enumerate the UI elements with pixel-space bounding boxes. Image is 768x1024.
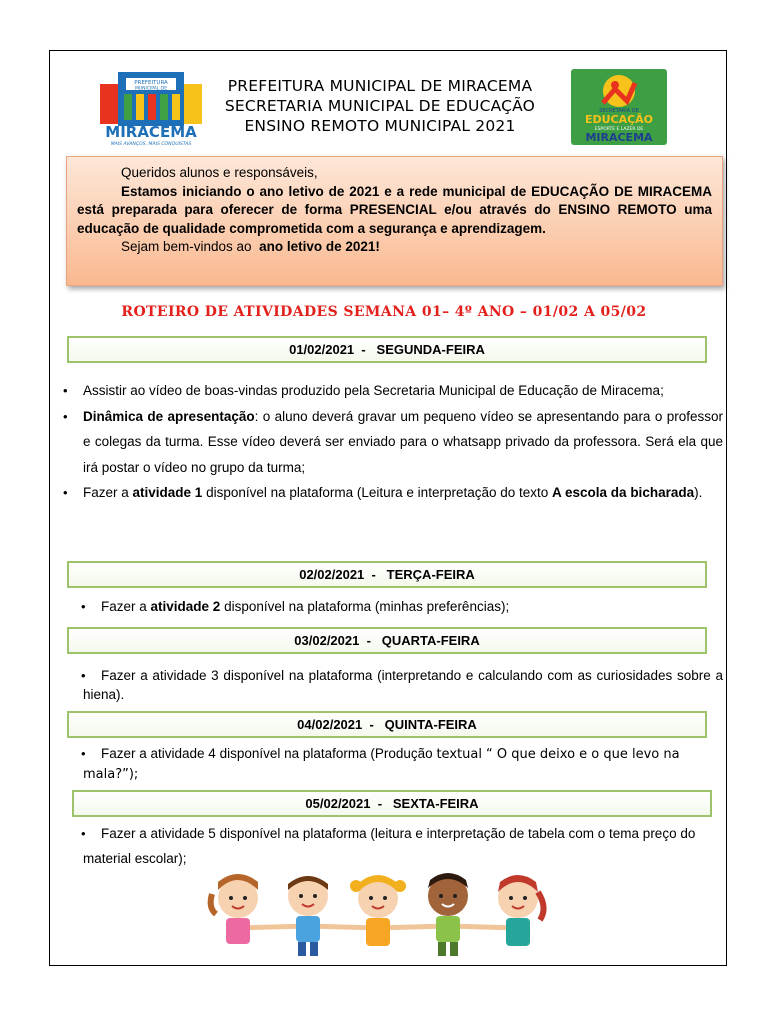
header-titles (200, 76, 560, 136)
item-text: disponível na plataforma (minhas preferências); (220, 599, 510, 614)
logo2-text-esporte: ESPORTE E LAZER DE (594, 127, 644, 132)
children-holding-hands-illustration (198, 868, 578, 960)
friday-activity-list (83, 821, 723, 871)
list-item: • Assistir ao vídeo de boas-vindas produzido pela Secretaria Municipal de Educação de Miracema; (83, 378, 723, 404)
welcome-closing (77, 238, 712, 257)
day-bar-tuesday: 02/02/2021 - TERÇA-FEIRA (67, 561, 707, 588)
activity-plan-title: ROTEIRO DE ATIVIDADES SEMANA 01– 4º ANO – 01/02 A 05/02 (121, 304, 647, 320)
logo-text-miracema: MIRACEMA (105, 123, 197, 141)
logo-tagline: MAIS AVANÇOS, MAIS CONQUISTAS (110, 142, 192, 147)
welcome-message-box (66, 156, 723, 286)
logo2-text-miracema: MIRACEMA (585, 131, 653, 144)
item-text: Fazer a (83, 485, 133, 500)
dynamic-presentation-label: Dinâmica de apresentação (83, 408, 255, 424)
day-bar-wednesday: 03/02/2021 - QUARTA-FEIRA (67, 627, 707, 654)
activity-1-label: atividade 1 (132, 485, 203, 500)
dynamic-presentation-text: : o aluno deverá gravar um pequeno vídeo se apresentando para o professor e colegas da turma. Esse vídeo deverá ser enviado para o whatsapp privado da professora. Será ela que irá postar o vídeo no grupo da turma; (83, 408, 723, 475)
item-text: disponível na plataforma (Leitura e interpretação do texto (202, 485, 553, 500)
tuesday-activity-list (101, 597, 721, 616)
welcome-closing-prefix: Sejam bem-vindos ao (121, 239, 252, 254)
day-bar-thursday: 04/02/2021 - QUINTA-FEIRA (67, 711, 707, 738)
logo-text-municipal: MUNICIPAL DE (134, 86, 168, 92)
day-bar-monday: 01/02/2021 - SEGUNDA-FEIRA (67, 336, 707, 363)
monday-activity-list (83, 378, 723, 506)
thursday-activity-list (83, 744, 723, 784)
logo2-text-secretaria: SECRETARIA DE (599, 108, 639, 114)
item-text: textual “ O que deixo e o que levo na mala?”); (83, 747, 680, 782)
welcome-closing-bold: ano letivo de 2021! (259, 239, 380, 254)
activity-2-label: atividade 2 (150, 599, 221, 614)
item-text: Fazer a (101, 599, 151, 614)
day-bar-friday: 05/02/2021 - SEXTA-FEIRA (72, 790, 712, 817)
secretaria-educacao-logo (569, 67, 669, 147)
list-item (83, 404, 723, 481)
header-line-ensino-remoto: ENSINO REMOTO MUNICIPAL 2021 (244, 117, 516, 135)
welcome-message: Estamos iniciando o ano letivo de 2021 e a rede municipal de EDUCAÇÃO DE MIRACEMA está preparada para oferecer de forma PRESENCIAL e/ou através do ENSINO REMOTO uma educação de qualidade comprometida com a segurança e aprendizagem. (77, 183, 712, 236)
header-line-prefeitura: PREFEITURA MUNICIPAL DE MIRACEMA (227, 77, 533, 95)
wednesday-activity-list (83, 666, 723, 704)
header-line-secretaria: SECRETARIA MUNICIPAL DE EDUCAÇÃO (224, 97, 536, 115)
list-item (83, 480, 723, 506)
logo-text-prefeitura: PREFEITURA (134, 80, 168, 86)
item-text: Fazer a atividade 4 disponível na plataforma (Produção (101, 746, 437, 761)
item-text: ). (694, 485, 703, 500)
welcome-greeting: Queridos alunos e responsáveis, (121, 165, 318, 180)
text-title: A escola da bicharada (552, 485, 695, 500)
list-item: • Fazer a atividade 5 disponível na plataforma (leitura e interpretação de tabela com o tema preço do material escolar); (83, 821, 723, 871)
list-item: • Fazer a atividade 3 disponível na plataforma (interpretando e calculando com as curiosidades sobre a hiena). (83, 666, 723, 704)
prefeitura-miracema-logo (96, 64, 206, 148)
list-item (101, 597, 721, 616)
list-item (83, 744, 723, 784)
logo2-text-educacao: EDUCAÇÃO (584, 113, 654, 126)
